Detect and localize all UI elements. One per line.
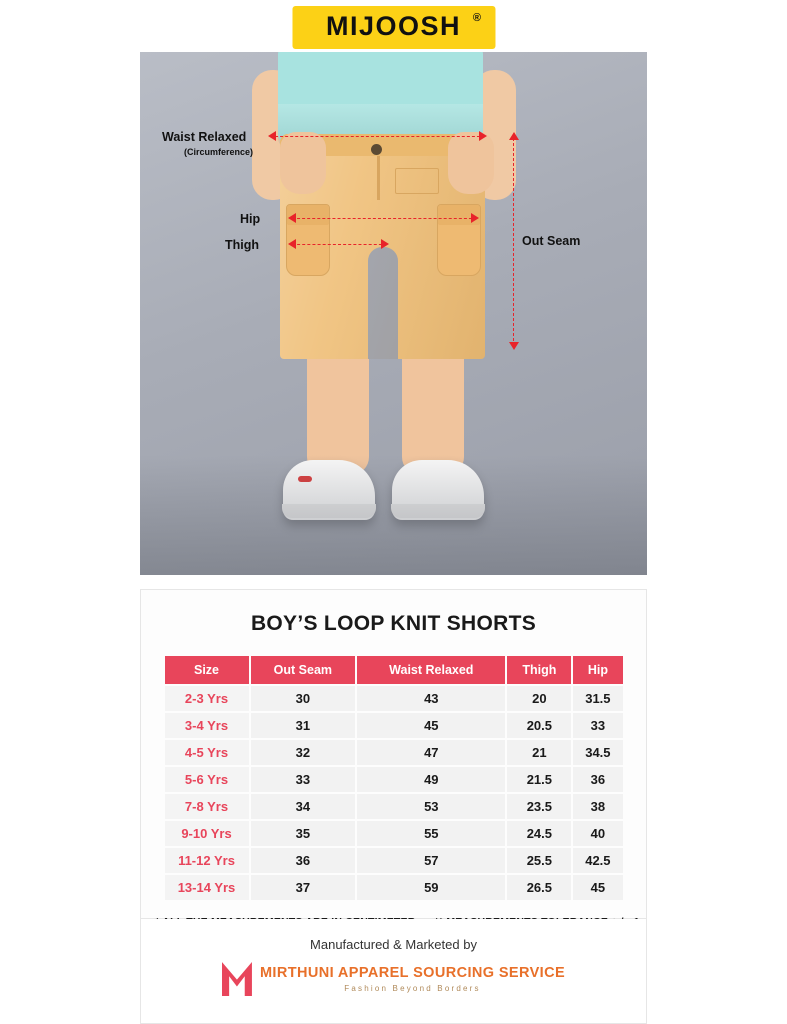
cell-hip: 36 [573,767,622,792]
callout-sublabel-circumference: (Circumference) [184,147,254,157]
table-header-row [165,656,623,684]
cell-waist-relaxed: 53 [357,794,505,819]
cell-thigh: 21.5 [507,767,571,792]
cell-waist-relaxed: 45 [357,713,505,738]
callout-label-thigh: Thigh [225,238,260,252]
thigh-measure-line [292,244,387,245]
brand-logo-pill [292,6,495,49]
cell-hip: 45 [573,875,622,900]
cell-size: 9-10 Yrs [165,821,249,846]
waist-measure-line [270,136,485,137]
cell-size: 2-3 Yrs [165,686,249,711]
cell-thigh: 21 [507,740,571,765]
cell-out-seam: 30 [251,686,356,711]
out-seam-arrow-up-icon [509,132,519,140]
cell-size: 4-5 Yrs [165,740,249,765]
right-margin [647,0,787,1024]
waist-arrow-left-icon [268,131,276,141]
table-row [165,794,623,819]
cell-hip: 38 [573,794,622,819]
table-row [165,713,623,738]
company-tagline: Fashion Beyond Borders [344,984,481,993]
cell-thigh: 20 [507,686,571,711]
cell-waist-relaxed: 47 [357,740,505,765]
cell-out-seam: 31 [251,713,356,738]
product-photo-panel [140,52,647,575]
shorts-button-icon [371,144,382,155]
company-name: MIRTHUNI APPAREL SOURCING SERVICE [259,965,566,981]
cell-out-seam: 33 [251,767,356,792]
shorts-back-pocket [395,168,439,194]
shorts-fly [377,156,380,200]
table-row [165,821,623,846]
footer-panel [140,919,647,1024]
callout-label-out-seam: Out Seam [522,234,581,248]
company-block [260,965,565,993]
table-row [165,767,623,792]
cell-out-seam: 34 [251,794,356,819]
cell-size: 7-8 Yrs [165,794,249,819]
cell-size: 11-12 Yrs [165,848,249,873]
cell-size: 13-14 Yrs [165,875,249,900]
model-left-shoe [283,460,375,520]
cell-hip: 40 [573,821,622,846]
table-row [165,875,623,900]
cell-hip: 34.5 [573,740,622,765]
size-chart-panel [140,589,647,919]
cell-out-seam: 32 [251,740,356,765]
model-right-shoe [392,460,484,520]
thigh-arrow-left-icon [288,239,296,249]
hip-arrow-left-icon [288,213,296,223]
column-header-waist-relaxed: Waist Relaxed [357,656,505,684]
m-glyph-shape [222,962,252,996]
registered-mark-icon: ® [472,12,482,24]
out-seam-arrow-down-icon [509,342,519,350]
thigh-arrow-right-icon [381,239,389,249]
column-header-size: Size [165,656,249,684]
callout-label-waist-relaxed: Waist Relaxed [162,130,247,144]
cell-out-seam: 37 [251,875,356,900]
column-header-out-seam: Out Seam [251,656,356,684]
waist-arrow-right-icon [479,131,487,141]
shoe-accent-mark [298,476,312,482]
column-header-hip: Hip [573,656,622,684]
cell-thigh: 25.5 [507,848,571,873]
cell-hip: 33 [573,713,622,738]
cell-out-seam: 36 [251,848,356,873]
right-shoe-sole [391,504,485,518]
cell-hip: 31.5 [573,686,622,711]
company-logo-row [141,962,646,996]
column-header-thigh: Thigh [507,656,571,684]
cell-waist-relaxed: 43 [357,686,505,711]
table-row [165,740,623,765]
model-left-hand [280,132,326,194]
hip-measure-line [292,218,477,219]
brand-name: MIJOOSH [325,11,462,41]
cell-waist-relaxed: 57 [357,848,505,873]
m-monogram-icon [222,962,252,996]
table-row [165,686,623,711]
callout-label-hip: Hip [240,212,261,226]
marketed-by-text: Manufactured & Marketed by [310,937,477,952]
cell-thigh: 26.5 [507,875,571,900]
cell-thigh: 23.5 [507,794,571,819]
cell-thigh: 20.5 [507,713,571,738]
table-row [165,848,623,873]
out-seam-measure-line [513,138,514,346]
left-shoe-sole [282,504,376,518]
size-table [163,654,625,902]
cell-waist-relaxed: 49 [357,767,505,792]
hip-arrow-right-icon [471,213,479,223]
cell-out-seam: 35 [251,821,356,846]
left-margin [0,0,140,1024]
chart-title: BOY’S LOOP KNIT SHORTS [250,612,537,635]
cell-size: 5-6 Yrs [165,767,249,792]
model-right-hand [448,132,494,194]
cell-thigh: 24.5 [507,821,571,846]
cell-size: 3-4 Yrs [165,713,249,738]
cell-hip: 42.5 [573,848,622,873]
cell-waist-relaxed: 59 [357,875,505,900]
cell-waist-relaxed: 55 [357,821,505,846]
